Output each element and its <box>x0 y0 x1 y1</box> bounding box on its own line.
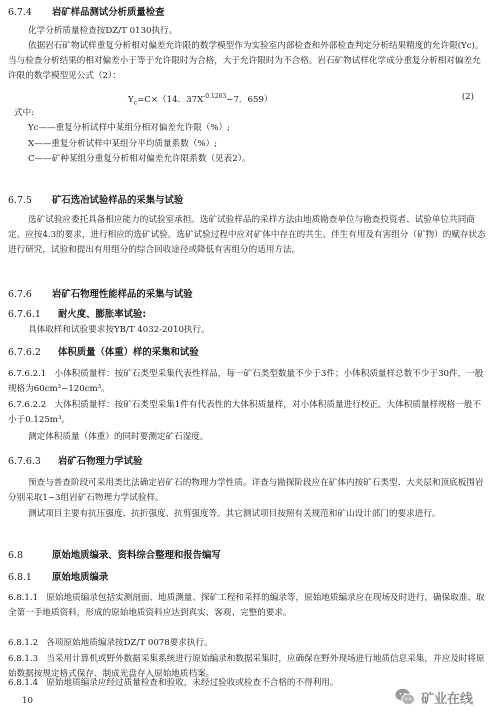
watermark-text: 矿业在线 <box>421 691 474 707</box>
item-number: 6.7.6.2.1 <box>8 369 47 379</box>
section-number: 6.8 <box>8 550 23 561</box>
item-text: 各项原始地质编录按DZ/T 0078要求执行。 <box>46 638 213 648</box>
item-text: 小体积质量样：按矿石类型采集代表性样品，每一矿石类型数量不少于3件；小体积质量样总数不少于30件，一般规格为60cm³~120cm³。 <box>8 369 484 394</box>
formula-2 <box>44 90 474 111</box>
page-number: 10 <box>22 696 33 706</box>
subsection-heading-6-7-6-1 <box>8 308 146 321</box>
definition-x: X——重复分析试样中某组分平均质量系数（%）; <box>28 139 218 149</box>
subsection-number: 6.7.6.2 <box>8 347 41 358</box>
item-number: 6.8.1.4 <box>8 678 39 688</box>
section-title: 矿石选冶试验样品的采集与试验 <box>52 195 184 206</box>
subsection-title: 耐火度、膨胀率试验: <box>58 309 147 320</box>
formula-number: (2) <box>461 92 474 102</box>
wechat-icon <box>394 686 416 708</box>
subsection-heading-6-8-1 <box>8 571 108 584</box>
subsection-number: 6.8.1 <box>8 572 32 583</box>
subsection-number: 6.7.6.1 <box>8 309 41 320</box>
subsection-title: 岩矿石物理力学试验 <box>58 456 143 467</box>
item-text: 当采用计算机或野外数据采集系统进行原始编录和数据采集时，应确保在野外现场进行地质信息采集，并应及时将原始数据按规定格式保存、制成光盘存入原始地质档案。 <box>8 654 485 679</box>
paragraph-text: 测定体积质量（体重）的同时要测定矿石湿度。 <box>28 432 209 442</box>
item-6-8-1-4 <box>8 676 388 691</box>
section-heading-6-7-5 <box>8 194 183 207</box>
paragraph-6-7-6-3-a <box>8 476 486 506</box>
item-text: 原始地质编录应经过质量检查和验收，未经过验收或检查不合格的不得利用。 <box>46 678 339 688</box>
section-heading-6-7-6 <box>8 288 193 301</box>
section-title: 原始地质编录、资料综合整理和报告编写 <box>52 550 221 561</box>
subsection-title: 原始地质编录 <box>52 572 109 583</box>
item-number: 6.7.6.2.2 <box>8 400 47 410</box>
section-heading-6-8 <box>8 549 221 562</box>
subsection-heading-6-7-6-2 <box>8 346 199 359</box>
item-6-8-1-1 <box>8 591 486 621</box>
section-number: 6.7.6 <box>8 289 32 300</box>
item-6-7-6-2-2 <box>8 398 486 428</box>
item-text: 原始地质编录包括实测剖面、地质测量、探矿工程和采样的编录等，原始地质编录应在现场及时进行，确保取准、取全第一手地质资料，形成的原始地质资料应达到真实、客观、完整的要求。 <box>8 593 485 618</box>
paragraph-6-7-6-1 <box>8 323 486 338</box>
paragraph-6-7-6-3-b <box>8 507 486 522</box>
paragraph-6-7-4-b <box>8 39 486 84</box>
definition-c: C——矿种某组分重复分析相对偏差允许限系数（见表2）。 <box>28 154 251 164</box>
item-number: 6.8.1.2 <box>8 638 39 648</box>
section-title: 岩矿石物理性能样品的采集与试验 <box>52 289 193 300</box>
section-number: 6.7.4 <box>8 7 32 18</box>
item-text: 大体积质量样：按矿石类型采集1件有代表性的大体积质量样，对小体积质量进行校正。大体积质量样规格一般不小于0.125m³。 <box>8 400 482 425</box>
paragraph-text: 测试项目主要有抗压强度、抗折强度、抗剪强度等。其它测试项目按照有关规范和矿山设计部门的要求进行。 <box>28 509 441 519</box>
item-number: 6.8.1.1 <box>8 593 39 603</box>
where-label: 式中: <box>14 108 35 118</box>
section-heading-6-7-4 <box>8 6 165 19</box>
item-number: 6.8.1.3 <box>8 654 39 664</box>
paragraph-text: 化学分析质量检查按DZ/T 0130执行。 <box>28 26 178 36</box>
item-6-7-6-2-1 <box>8 367 486 397</box>
definition-yc: Yc——重复分析试样中某组分相对偏差允许限（%）; <box>28 123 231 133</box>
item-6-8-1-2 <box>8 636 486 651</box>
section-number: 6.7.5 <box>8 195 32 206</box>
subsection-heading-6-7-6-3 <box>8 455 142 468</box>
watermark <box>394 686 473 708</box>
paragraph-text: 选矿试验应委托具备相应能力的试验室承担。选矿试验样品的采样方法由地质勘查单位与勘查投资者、试验单位共同商定。应按4.3的要求，进行相应的选矿试验。选矿试验过程中应对矿体中存在的共生、伴生有用及有害组分（矿物）的赋存状态进行研究，试验和提出有用组分的综合回收途径或降低有害组分的适用方法。 <box>8 215 486 255</box>
paragraph-6-7-6-2-tail <box>8 430 486 445</box>
paragraph-text: 预查与普查阶段可采用类比法确定岩矿石的物理力学性质。详查与勘探阶段应在矿体内按矿石类型、大夹层和顶底板围岩分别采取1~3组岩矿石物理力学试验样。 <box>8 478 484 503</box>
paragraph-6-7-4-a <box>8 24 486 39</box>
subsection-number: 6.7.6.3 <box>8 456 41 467</box>
section-title: 岩矿样品测试分析质量检查 <box>52 7 165 18</box>
formula-expression: $Y_c=C\times(14$．$37X^{-0.1263}-7$．659） <box>128 93 273 107</box>
paragraph-text: 具体取样和试验要求按YB/T 4032-2010执行。 <box>28 325 210 335</box>
paragraph-6-7-5 <box>8 213 486 258</box>
subsection-title: 体积质量（体重）样的采集和试验 <box>58 347 199 358</box>
paragraph-text: 依据岩石矿物试样重复分析相对偏差允许限的数学模型作为实验室内部检查和外部检查判定分析结果精度的允许限(Yc)。当与检查分析结果的相对偏差小于等于允许限时为合格，大于允许限时为不合格。岩石矿物试样化学成分重复分析相对偏差允许限的数学模型见公式（2）： <box>8 41 484 81</box>
